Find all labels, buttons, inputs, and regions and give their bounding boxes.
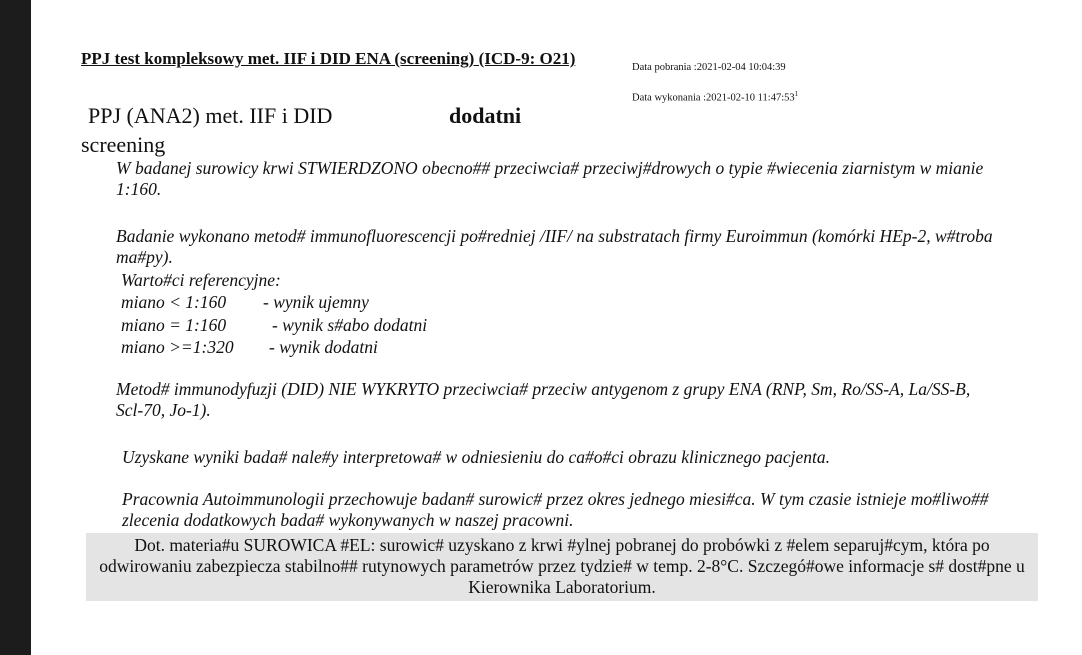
storage-note: Pracownia Autoimmunologii przechowuje badan# surowic# przez okres jednego miesi#ca. W tym czasie istnieje mo#liwo## zlecenia dodatkowych bada# wykonywanych w naszej pracowni. [122, 489, 989, 530]
reference-result: - wynik dodatni [269, 337, 378, 357]
reference-row [121, 292, 369, 313]
reference-range: miano >=1:320 [121, 337, 234, 357]
did-method-result: Metod# immunodyfuzji (DID) NIE WYKRYTO przeciwcia# przeciw antygenom z grupy ENA (RNP, Sm, Ro/SS-A, La/SS-B, Scl-70, Jo-1). [116, 379, 971, 420]
reference-range: miano < 1:160 [121, 292, 227, 312]
reference-row [121, 315, 428, 336]
reference-result: - wynik s#abo dodatni [272, 315, 428, 335]
date-performed: Data wykonania :2021-02-10 11:47:53 [632, 92, 795, 104]
document-title: PPJ test kompleksowy met. IIF i DID ENA (screening) (ICD-9: O21) [81, 49, 576, 68]
reference-values-title: Warto#ci referencyjne: [121, 270, 281, 290]
test-name: PPJ (ANA2) met. IIF i DID [88, 103, 333, 128]
result-description: W badanej surowicy krwi STWIERDZONO obecno## przeciwcia# przeciwj#drowych o typie #wiecenia ziarnistym w mianie 1:160. [116, 158, 984, 199]
test-result: dodatni [449, 103, 522, 128]
reference-row [121, 337, 378, 358]
date-collected: Data pobrania :2021-02-04 10:04:39 [632, 62, 786, 73]
date-performed-line [632, 90, 798, 104]
reference-range: miano = 1:160 [121, 315, 227, 335]
method-description: Badanie wykonano metod# immunofluorescencji po#redniej /IIF/ na substratach firmy Euroimmun (komórki HEp-2, w#troba ma#py). [116, 226, 993, 267]
reference-result: - wynik ujemny [263, 292, 369, 312]
interpretation-note: Uzyskane wyniki bada# nale#y interpretowa# w odniesieniu do ca#o#ci obrazu klinicznego pacjenta. [122, 447, 830, 467]
viewer-left-edge [0, 0, 31, 655]
document-page [31, 0, 1082, 655]
material-note-box: Dot. materia#u SUROWICA #EL: surowic# uzyskano z krwi #ylnej pobranej do probówki z #elem separuj#cym, która po odwirowaniu zabezpiecza stabilno## rutynowych parametrów przez tydzie# w temp. 2-8°C. Szczegó#owe informacje s# dost#pne u Kierownika Laboratorium. [86, 533, 1038, 601]
date-performed-footnote-mark: 1 [794, 90, 799, 98]
test-subname: screening [81, 132, 166, 157]
